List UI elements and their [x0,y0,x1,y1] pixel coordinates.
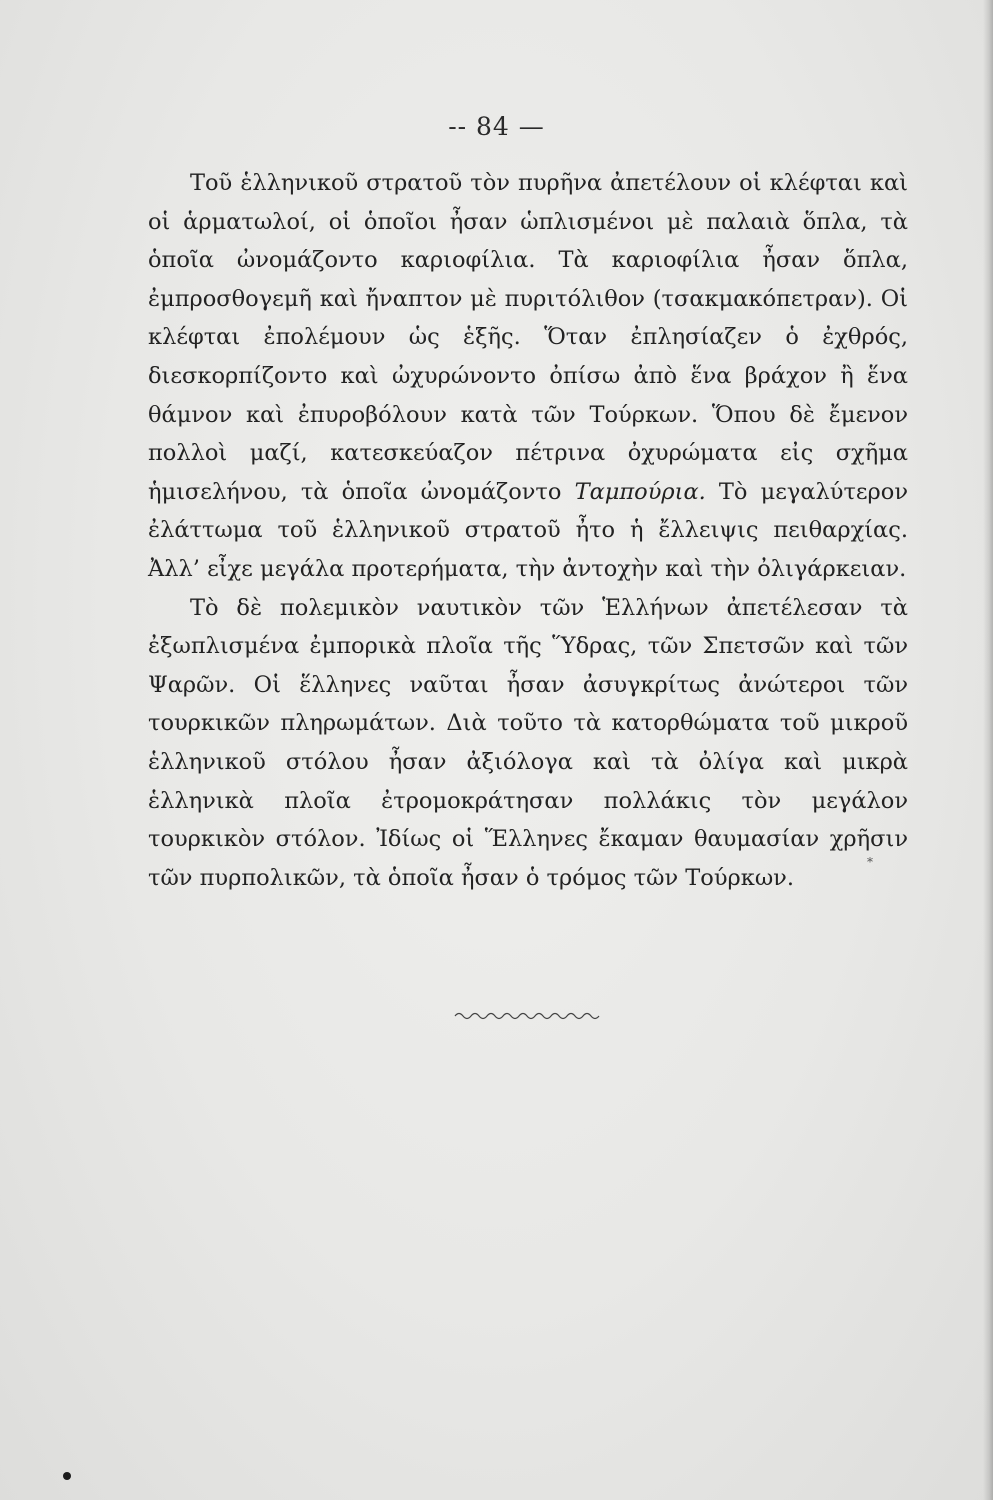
paragraph-army-text-end: Τὸ μεγαλύτερον ἐλάττωμα τοῦ ἑλληνικοῦ στρατοῦ ἦτο ἡ ἔλλειψις πειθαρχίας. Ἀλλ’ εἶχε μεγάλα προτερήματα, τὴν ἀντοχὴν καὶ τὴν ὀλιγάρκειαν. [148,478,909,582]
italic-term-tampouria: Ταμπούρια. [574,478,706,505]
body-text [148,164,908,897]
print-speck: * [867,855,873,869]
margin-dot [63,1472,71,1480]
page-edge-shadow [983,0,993,1500]
paragraph-army [148,164,908,589]
wavy-line-ornament-icon [453,1008,603,1022]
paragraph-navy: Τὸ δὲ πολεμικὸν ναυτικὸν τῶν Ἑλλήνων ἀπετέλεσαν τὰ ἐξωπλισμένα ἐμπορικὰ πλοῖα τῆς Ὕδρας, τῶν Σπετσῶν καὶ τῶν Ψαρῶν. Οἱ ἕλληνες ναῦται ἦσαν ἀσυγκρίτως ἀνώτεροι τῶν τουρκικῶν πληρωμάτων. Διὰ τοῦτο τὰ κατορθώματα τοῦ μικροῦ ἑλληνικοῦ στόλου ἦσαν ἀξιόλογα καὶ τὰ ὀλίγα καὶ μικρὰ ἑλληνικὰ πλοῖα ἐτρομοκράτησαν πολλάκις τὸν μεγάλον τουρκικὸν στόλον. Ἰδίως οἱ Ἕλληνες ἔκαμαν θαυμασίαν χρῆσιν τῶν πυρπολικῶν, τὰ ὁποῖα ἦσαν ὁ τρόμος τῶν Τούρκων. [148,594,908,891]
page-number: -- 84 — [448,112,545,141]
paragraph-army-text: Τοῦ ἑλληνικοῦ στρατοῦ τὸν πυρῆνα ἀπετέλουν οἱ κλέφται καὶ οἱ ἁρματωλοί, οἱ ὁποῖοι ἦσαν ὡπλισμένοι μὲ παλαιὰ ὅπλα, τὰ ὁποῖα ὠνομάζοντο καριοφίλια. Τὰ καριοφίλια ἦσαν ὅπλα, ἐμπροσθογεμῆ καὶ ἤναπτον μὲ πυριτόλιθον (τσακμακόπετραν). Οἱ κλέφται ἐπολέμουν ὡς ἑξῆς. Ὅταν ἐπλησίαζεν ὁ ἐχθρός, διεσκορπίζοντο καὶ ὠχυρώνοντο ὀπίσω ἀπὸ ἕνα βράχον ἢ ἕνα θάμνον καὶ ἐπυροβόλουν κατὰ τῶν Τούρκων. Ὅπου δὲ ἔμενον πολλοὶ μαζί, κατεσκεύαζον πέτρινα ὀχυρώματα εἰς σχῆμα ἡμισελήνου, τὰ ὁποῖα ὠνομάζοντο [148,170,908,505]
